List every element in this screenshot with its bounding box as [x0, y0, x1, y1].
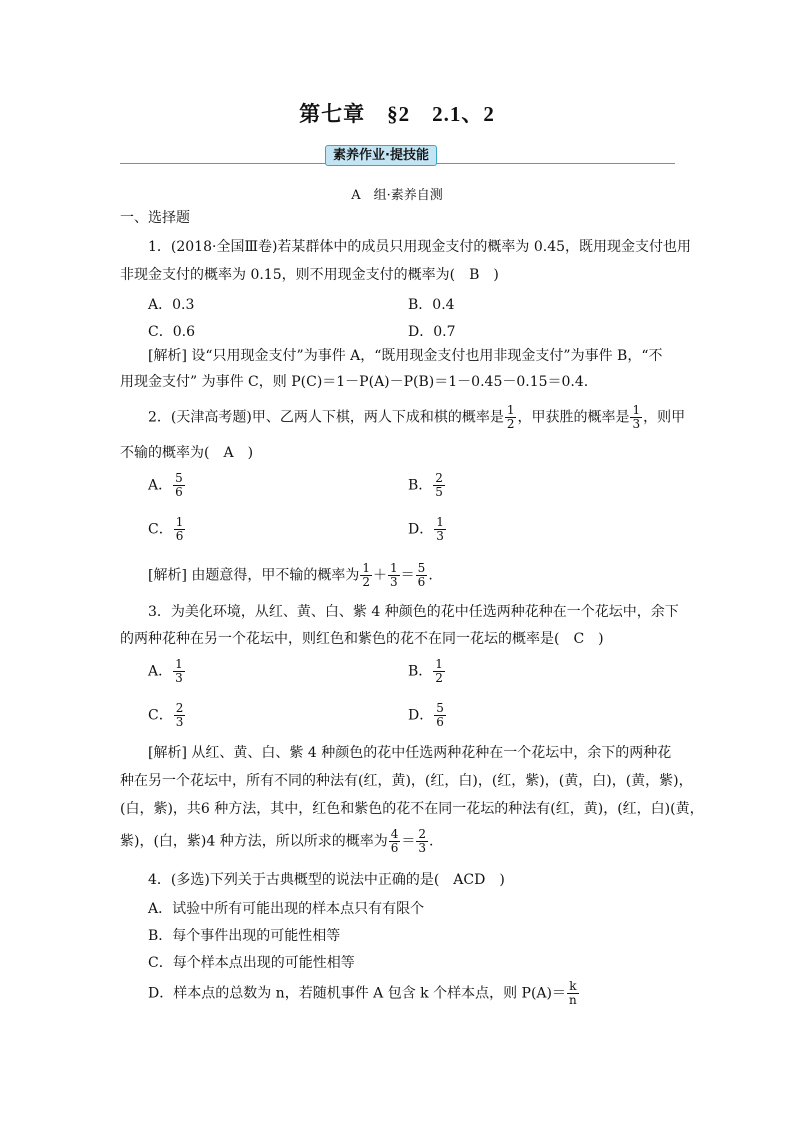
q2-jiexi-tag: [解析] [148, 567, 187, 584]
q3-exp-text1: 从红、黄、白、紫 4 种颜色的花中任选两种花种在一个花坛中，余下的两种花 [191, 745, 672, 761]
frac-num: 2 [418, 827, 427, 841]
frac-num: 5 [436, 701, 444, 715]
q2-option-d-label: D． [408, 521, 434, 538]
frac-den: 3 [418, 841, 427, 855]
q2-option-a [148, 472, 186, 499]
frac-num: 1 [435, 657, 443, 671]
q3-option-a-label: A． [148, 663, 173, 680]
frac-num: 2 [435, 471, 443, 485]
frac-den: 6 [390, 841, 399, 855]
q3-option-d-label: D． [408, 707, 434, 724]
q2-option-b-label: B． [408, 477, 433, 494]
q3-option-a [148, 658, 186, 685]
frac-den: 3 [390, 575, 398, 589]
q1-explanation-line1 [148, 346, 662, 366]
q2-half-den: 2 [506, 417, 515, 431]
section-badge: 素养作业·提技能 [325, 145, 437, 166]
q2-exp-frac3 [416, 562, 428, 589]
q3-option-b [408, 658, 446, 685]
q3-option-c [148, 702, 186, 729]
equals-sign: ＝ [400, 567, 415, 584]
q1-option-b: B．0.4 [408, 297, 455, 313]
frac-den: 6 [175, 485, 183, 499]
frac-den: 5 [435, 485, 443, 499]
frac-den: 2 [362, 575, 371, 589]
q3-explanation-line3: (白，紫)，共6 种方法，其中，红色和紫色的花不在同一花坛的种法有(红，黄)，(红，白)(黄， [120, 801, 704, 817]
frac-den: 3 [436, 529, 444, 543]
frac-den: 3 [175, 715, 184, 729]
question-type-heading: 一、选择题 [120, 210, 190, 226]
q2-option-b [408, 472, 446, 499]
q4-option-b: B．每个事件出现的可能性相等 [148, 928, 341, 944]
q4-option-c: C．每个样本点出现的可能性相等 [148, 955, 355, 971]
q2-option-b-frac [433, 472, 445, 499]
plus-sign: ＋ [373, 567, 388, 584]
q2-frac-third [630, 404, 642, 431]
period: . [428, 567, 433, 584]
q3-jiexi-tag: [解析] [148, 745, 187, 761]
q2-stem-c: ，则甲 [643, 409, 686, 426]
frac-den: 6 [417, 575, 426, 589]
frac-den: n [569, 993, 577, 1007]
frac-num: 5 [175, 471, 183, 485]
q1-jiexi-tag: [解析] [148, 348, 187, 364]
q3-option-c-label: C． [148, 707, 173, 724]
q2-option-c-frac [174, 516, 186, 543]
q3-option-b-frac [433, 658, 445, 685]
q3-option-a-frac [173, 658, 185, 685]
q4-option-d-text: D．样本点的总数为 n，若随机事件 A 包含 k 个样本点，则 P(A)＝ [148, 985, 566, 1002]
frac-num: 1 [175, 657, 183, 671]
frac-num: 1 [436, 515, 444, 529]
q3-option-d [408, 702, 447, 729]
q1-option-c: C．0.6 [148, 324, 195, 340]
period: . [429, 833, 434, 850]
q3-exp-frac2 [416, 828, 428, 855]
frac-num: 1 [362, 561, 371, 575]
q1-explanation-line2: 用现金支付” 为事件 C，则 P(C)＝1－P(A)－P(B)＝1－0.45－0.15＝0.4. [120, 374, 589, 390]
frac-num: 1 [175, 515, 184, 529]
q2-third-den: 3 [632, 417, 641, 431]
q1-stem-line1: 1．(2018·全国Ⅲ卷)若某群体中的成员只用现金支付的概率为 0.45，既用现金支付也用 [148, 239, 692, 255]
q4-option-d-frac [567, 980, 579, 1007]
q2-stem-line1 [148, 404, 685, 431]
group-heading: A 组·素养自测 [351, 188, 443, 203]
q2-exp-frac1 [360, 562, 372, 589]
frac-den: 2 [435, 671, 443, 685]
q3-explanation-line1 [148, 743, 671, 763]
q3-explanation-line4 [120, 828, 433, 855]
q2-stem-b: ，甲获胜的概率是 [517, 409, 630, 426]
q2-option-d-frac [434, 516, 446, 543]
q3-stem-line1: 3．为美化环境，从红、黄、白、紫 4 种颜色的花中任选两种花种在一个花坛中，余下 [148, 604, 679, 620]
q2-half-num: 1 [506, 403, 515, 417]
q3-exp-frac1 [389, 828, 401, 855]
q2-stem-a: 2．(天津高考题)甲、乙两人下棋，两人下成和棋的概率是 [148, 409, 504, 426]
frac-num: 1 [390, 561, 398, 575]
page-title: 第七章 §2 2.1、2 [299, 102, 495, 126]
q1-stem-line2: 非现金支付的概率为 0.15，则不用现金支付的概率为( B ) [120, 267, 499, 283]
q3-option-b-label: B． [408, 663, 433, 680]
q2-explanation [148, 562, 433, 589]
q1-option-a: A．0.3 [148, 297, 195, 313]
q4-option-a: A．试验中所有可能出现的样本点只有有限个 [148, 901, 425, 917]
q3-explanation-line2: 种在另一个花坛中，所有不同的种法有(红，黄)，(红，白)，(红，紫)，(黄，白)，(黄，紫)， [120, 773, 693, 789]
frac-den: 6 [436, 715, 444, 729]
q2-option-a-label: A． [148, 477, 173, 494]
q2-third-num: 1 [632, 403, 641, 417]
q3-option-d-frac [434, 702, 446, 729]
q2-option-c [148, 516, 186, 543]
q4-stem: 4．(多选)下列关于古典概型的说法中正确的是( ACD ) [148, 872, 505, 888]
q2-option-c-label: C． [148, 521, 173, 538]
q2-frac-half [505, 404, 517, 431]
q1-exp-text1: 设“只用现金支付”为事件 A，“既用现金支付也用非现金支付”为事件 B，“不 [191, 348, 663, 364]
frac-den: 3 [175, 671, 183, 685]
frac-num: 5 [417, 561, 426, 575]
frac-den: 6 [175, 529, 184, 543]
q2-option-d [408, 516, 447, 543]
q2-option-a-frac [173, 472, 185, 499]
q4-option-d [148, 980, 580, 1007]
frac-num: k [569, 979, 577, 993]
q1-option-d: D．0.7 [408, 324, 456, 340]
q2-exp-frac2 [388, 562, 400, 589]
frac-num: 2 [175, 701, 184, 715]
q3-stem-line2: 的两种花种在另一个花坛中，则红色和紫色的花不在同一花坛的概率是( C ) [120, 631, 604, 647]
q3-exp-text4: 紫)，(白，紫)4 种方法，所以所求的概率为 [120, 833, 388, 850]
q2-exp-text: 由题意得，甲不输的概率为 [191, 567, 360, 584]
equals-sign: ＝ [401, 833, 416, 850]
frac-num: 4 [390, 827, 399, 841]
q3-option-c-frac [174, 702, 186, 729]
q2-stem-line2: 不输的概率为( A ) [120, 445, 254, 461]
